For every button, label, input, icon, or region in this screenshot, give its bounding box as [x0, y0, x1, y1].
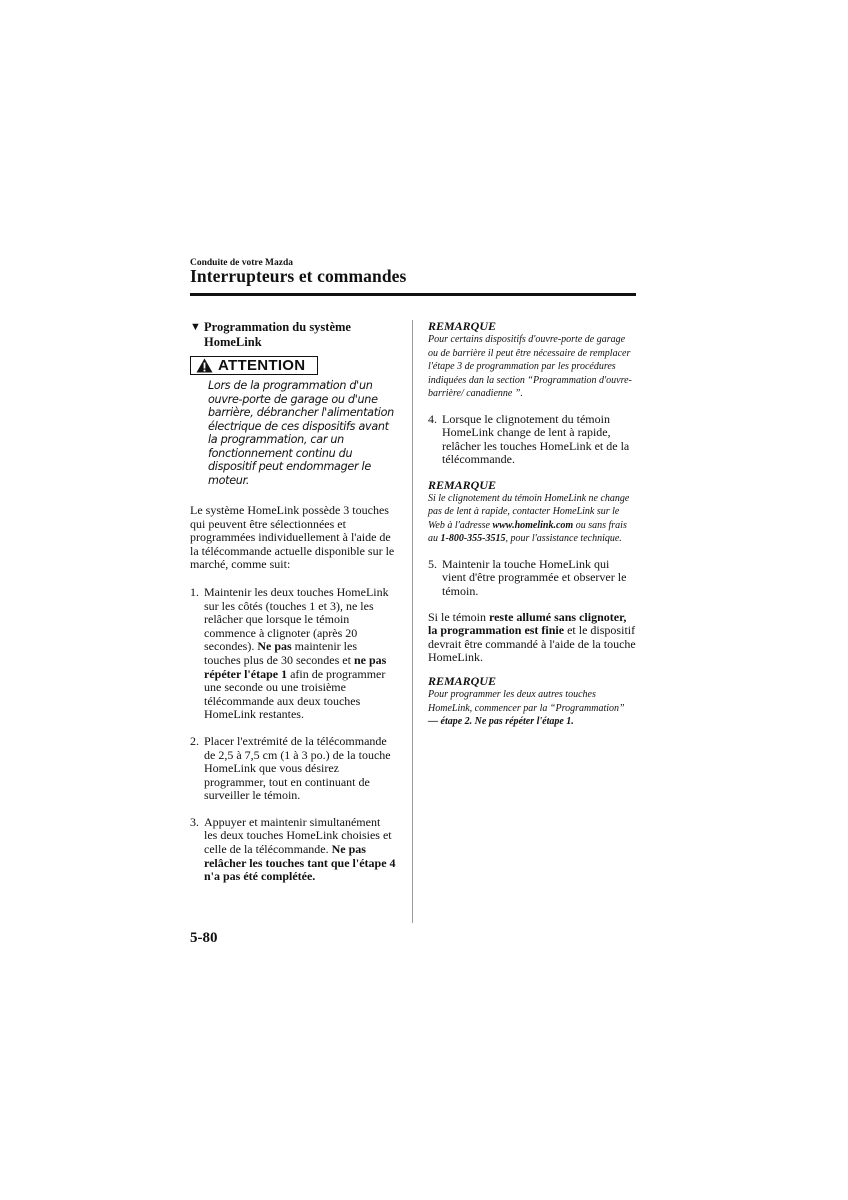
- remark-text: Si le clignotement du témoin HomeLink ne change pas de lent à rapide, contacter HomeLink sur le Web à l'adresse www.homelink.com ou sans frais au 1-800-355-3515, pour l'assistance technique.: [428, 492, 630, 545]
- triangle-down-icon: ▼: [190, 321, 201, 333]
- step-text: Maintenir la touche HomeLink qui vient d'être programmée et observer le témoin.: [442, 556, 627, 599]
- list-item: [190, 816, 396, 884]
- step-number: 1.: [190, 584, 199, 599]
- step-text: Lorsque le clignotement du témoin HomeLink change de lent à rapide, relâcher les touches HomeLink et de la télécommande.: [442, 411, 630, 467]
- step-number: 2.: [190, 733, 199, 748]
- warning-icon: [196, 358, 213, 373]
- list-item: [190, 735, 396, 803]
- column-divider: [412, 320, 413, 923]
- step-text: Placer l'extrémité de la télécommande de 2,5 à 7,5 cm (1 à 3 po.) de la touche HomeLink que vous désirez programmer, tout en continuant de surveiller le témoin.: [204, 733, 391, 803]
- remark-title: REMARQUE: [428, 477, 497, 492]
- sub-heading: [190, 320, 396, 349]
- remark-title: REMARQUE: [428, 319, 497, 333]
- steps-list-right: [428, 558, 636, 599]
- sub-heading-line1: Programmation du système: [204, 320, 351, 334]
- step-number: 3.: [190, 814, 199, 829]
- sub-heading-line2: HomeLink: [204, 334, 262, 349]
- remark-title: REMARQUE: [428, 674, 497, 689]
- attention-box: [190, 356, 318, 375]
- attention-label: ATTENTION: [218, 356, 306, 374]
- step-number: 5.: [428, 556, 437, 571]
- page-number: 5-80: [190, 930, 218, 946]
- attention-text: Lors de la programmation d'un ouvre-porte de garage ou d'une barrière, débrancher l'alimentation électrique de ces dispositifs avant la programmation, car un fonctionnement continu du dispositif peut endommager le moteur.: [208, 379, 394, 487]
- intro-paragraph: Le système HomeLink possède 3 touches qui peuvent être sélectionnées et programmées individuellement à l'aide de la télécommande actuelle disponible sur le marché, comme suit:: [190, 503, 395, 572]
- step-text: Maintenir les deux touches HomeLink sur les côtés (touches 1 et 3), ne les relâcher que lorsque le témoin commence à clignoter (après 20 secondes). Ne pas maintenir les touches plus de 30 secondes et ne pas répéter l'étape 1 afin de programmer une seconde ou une troisième télécommande aux deux touches HomeLink restantes.: [204, 584, 389, 722]
- section-label: Conduite de votre Mazda: [190, 258, 293, 268]
- steps-list: [190, 586, 396, 884]
- step-number: 4.: [428, 411, 437, 426]
- remark-text: Pour certains dispositifs d'ouvre-porte de garage ou de barrière il peut être nécessaire de remplacer l'étape 3 de programmation par les procédures indiquées dan la section “Programmation d'ouvre-barrière/ canadienne ”.: [428, 334, 632, 399]
- list-item: [190, 586, 396, 722]
- step-text: Appuyer et maintenir simultanément les deux touches HomeLink choisies et celle de la télécommande. Ne pas relâcher les touches tant que l'étape 4 n'a pas été complétée.: [204, 814, 396, 884]
- header-rule: [190, 293, 636, 296]
- list-item: [428, 558, 636, 599]
- page-title: Interrupteurs et commandes: [190, 266, 407, 286]
- result-paragraph: Si le témoin reste allumé sans clignoter, la programmation est finie et le dispositif devrait être commandé à l'aide de la touche HomeLink.: [428, 609, 636, 665]
- steps-list-right: [428, 413, 636, 467]
- right-column: [428, 320, 636, 729]
- list-item: [428, 413, 636, 467]
- remark-text: Pour programmer les deux autres touches HomeLink, commencer par la “Programmation” — étape 2. Ne pas répéter l'étape 1.: [428, 689, 625, 728]
- left-column: [190, 320, 396, 897]
